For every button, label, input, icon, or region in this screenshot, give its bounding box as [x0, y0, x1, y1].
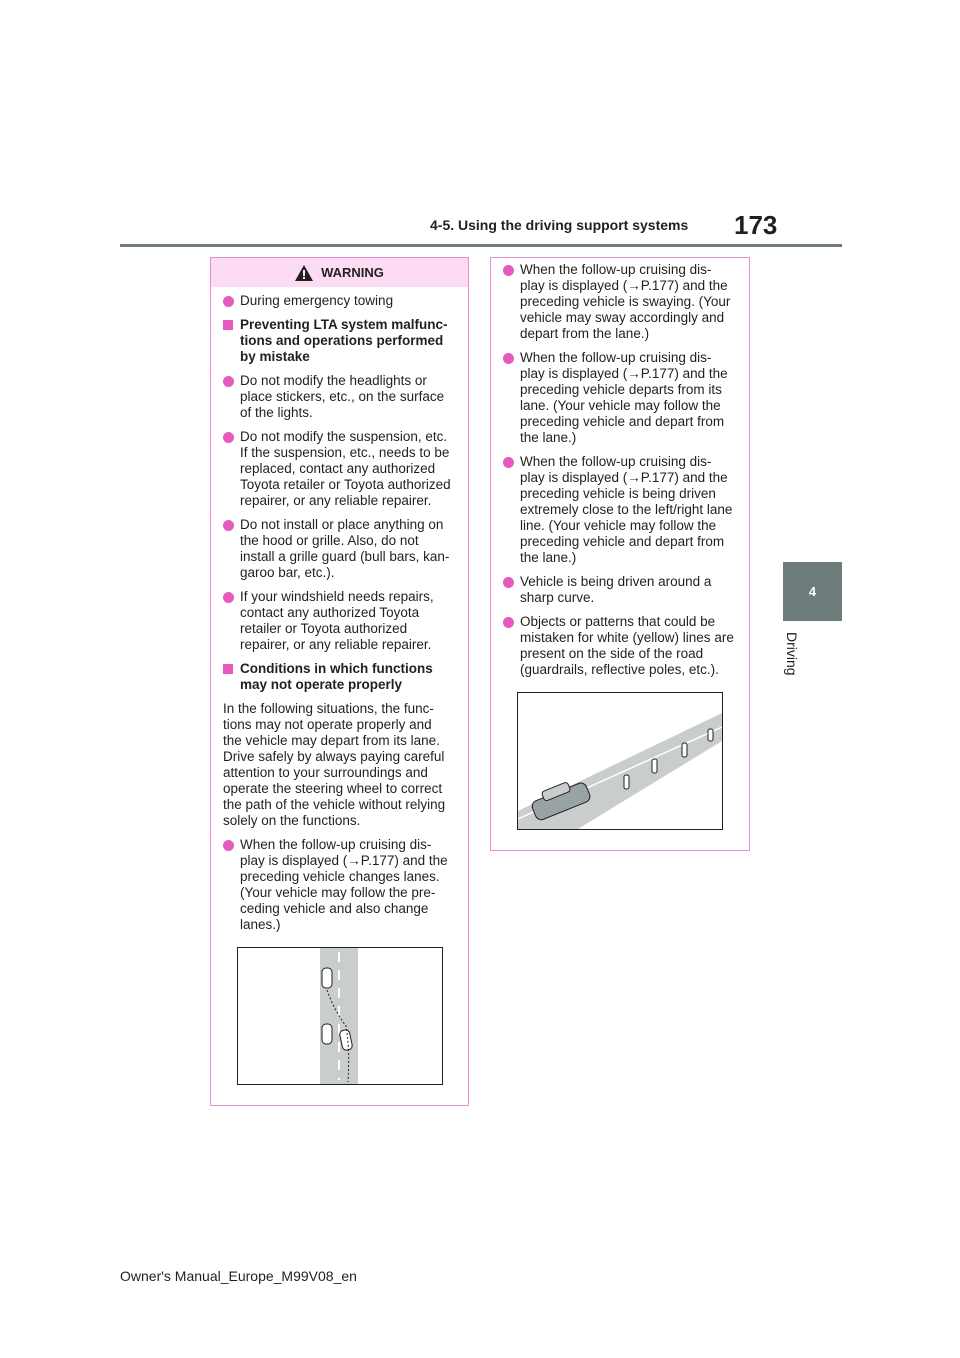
roadside-objects-drawing — [518, 693, 722, 829]
body-paragraph: In the following situations, the func- tions may not operate properly and the vehicle may depart from its lane. Drive safely by always paying careful attention to your surroundings and operate the steering wheel to correct the path of the vehicle without relying solely on the functions. — [223, 701, 446, 828]
list-item — [223, 373, 456, 421]
bullet-dot — [223, 432, 234, 443]
roadside-objects-illustration — [517, 692, 723, 830]
item-text: Do not install or place anything on the hood or grille. Also, do not install a grille guard (bull bars, kan- garoo bar, etc.). — [240, 517, 450, 580]
subheading-text: Preventing LTA system malfunc- tions and operations performed by mistake — [240, 317, 448, 364]
chapter-label: Driving — [784, 632, 800, 676]
list-item — [503, 262, 737, 342]
subheading — [223, 661, 456, 693]
item-text: If your windshield needs repairs, contact any authorized Toyota retailer or Toyota authorized repairer, or any reliable repairer. — [240, 589, 434, 652]
list-item — [223, 429, 456, 509]
item-text: When the follow-up cruising dis- play is displayed (→P.177) and the preceding vehicle is being driven extremely close to the left/right lane line. (Your vehicle may follow the preceding vehicle and depart from the lane.) — [520, 454, 733, 565]
list-item — [223, 293, 456, 309]
warning-box-left — [210, 257, 469, 1106]
warning-triangle-icon — [295, 265, 313, 281]
bullet-square — [223, 320, 233, 330]
bullet-dot — [503, 617, 514, 628]
item-text: When the follow-up cruising dis- play is displayed (→P.177) and the preceding vehicle changes lanes. (Your vehicle may follow the pre- ceding vehicle and also change lanes.) — [240, 837, 448, 932]
list-item — [223, 837, 456, 933]
bullet-dot — [223, 840, 234, 851]
bullet-square — [223, 664, 233, 674]
lane-change-illustration — [237, 947, 443, 1085]
bullet-dot — [503, 353, 514, 364]
item-text: Do not modify the suspension, etc. If the suspension, etc., needs to be replaced, contact any authorized Toyota retailer or Toyota authorized repairer, or any reliable repairer. — [240, 429, 451, 508]
warning-header — [211, 258, 468, 287]
item-text: When the follow-up cruising dis- play is displayed (→P.177) and the preceding vehicle is swaying. (Your vehicle may sway accordingly and depart from the lane.) — [520, 262, 731, 341]
header-rule — [120, 244, 842, 247]
bullet-dot — [503, 265, 514, 276]
bullet-dot — [503, 577, 514, 588]
item-text: When the follow-up cruising dis- play is displayed (→P.177) and the preceding vehicle departs from its lane. (Your vehicle may follow the preceding vehicle and depart from the lane.) — [520, 350, 728, 445]
bullet-dot — [223, 376, 234, 387]
list-item — [223, 517, 456, 581]
lane-change-drawing — [238, 948, 442, 1084]
item-text: Vehicle is being driven around a sharp curve. — [520, 574, 712, 605]
item-text: During emergency towing — [240, 293, 394, 308]
chapter-tab — [783, 562, 842, 621]
chapter-number: 4 — [808, 584, 817, 599]
item-text: Objects or patterns that could be mistaken for white (yellow) lines are present on the side of the road (guardrails, reflective poles, etc.). — [520, 614, 734, 677]
list-item — [503, 574, 737, 606]
list-item — [503, 614, 737, 678]
bullet-dot — [223, 520, 234, 531]
list-item — [223, 589, 456, 653]
section-title: 4-5. Using the driving support systems — [430, 217, 689, 233]
item-text: Do not modify the headlights or place stickers, etc., on the surface of the lights. — [240, 373, 445, 420]
footer-text: Owner's Manual_Europe_M99V08_en — [120, 1268, 357, 1284]
subheading — [223, 317, 456, 365]
bullet-dot — [223, 592, 234, 603]
bullet-dot — [223, 296, 234, 307]
warning-box-right — [490, 257, 750, 851]
list-item — [503, 454, 737, 566]
bullet-dot — [503, 457, 514, 468]
page-number: 173 — [734, 210, 778, 240]
warning-label: WARNING — [321, 265, 384, 280]
list-item — [503, 350, 737, 446]
subheading-text: Conditions in which functions may not operate properly — [240, 661, 433, 692]
